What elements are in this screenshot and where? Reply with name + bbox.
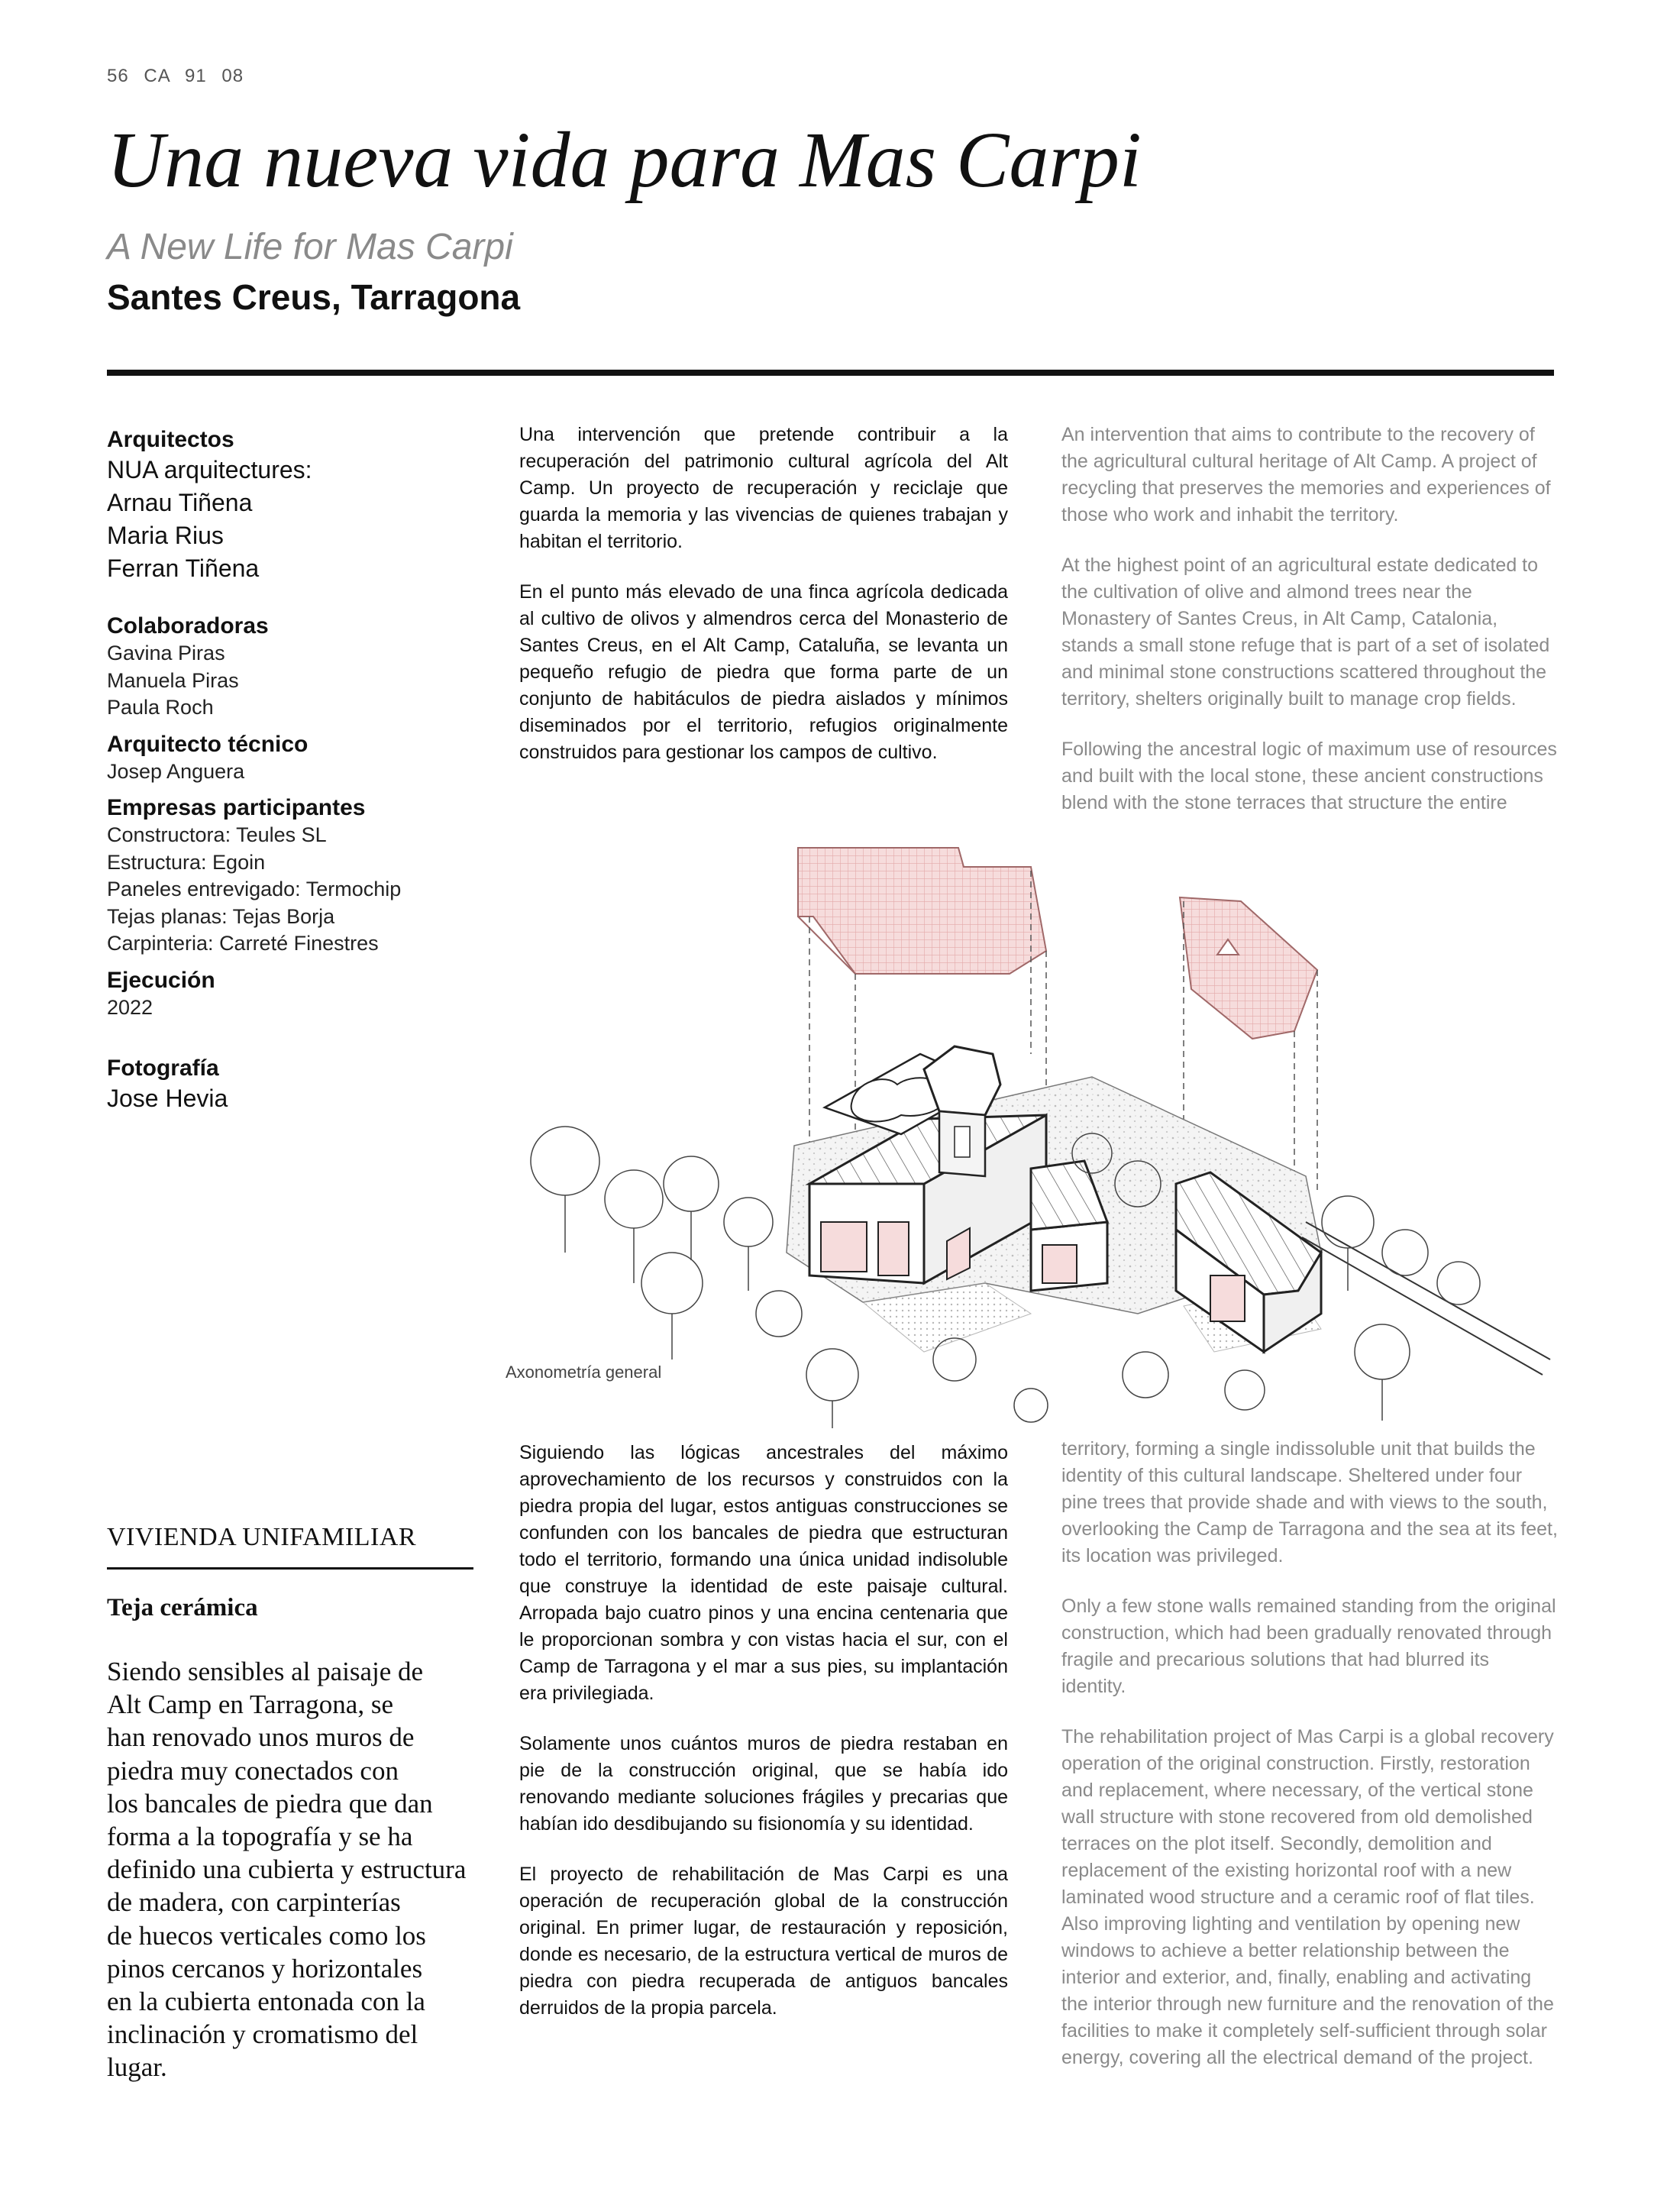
paragraph: An intervention that aims to contribute to the recovery of the agricultural cultural heritage of Alt Camp. A project of recycling that preserves the memories and experiences of those who work and inhabit the territory.: [1061, 424, 1551, 525]
category-label: VIVIENDA UNIFAMILIAR: [107, 1523, 417, 1551]
architect-line: Arnau Tiñena: [107, 489, 253, 516]
companies-heading: Empresas participantes: [107, 795, 366, 820]
paragraph: Following the ancestral logic of maximum use of resources and built with the local stone, these ancient constructions blend with the stone terraces that structure the entire: [1061, 739, 1557, 813]
page-folio: [107, 66, 244, 87]
paragraph: At the highest point of an agricultural estate dedicated to the cultivation of olive and almond trees near the Monastery of Santes Creus, in Alt Camp, Catalonia, stands a small stone refuge that is part of a set of isolated and minimal stone constructions scattered throughout the territory, shelters originally built to manage crop fields.: [1061, 554, 1550, 710]
collaborators-heading: Colaboradoras: [107, 613, 269, 639]
company-line: Paneles entrevigado: Termochip: [107, 878, 402, 900]
sidebar-line: definido una cubierta y estructura: [107, 1854, 467, 1885]
paragraph: El proyecto de rehabilitación de Mas Carpi es una operación de recuperación global de la construcción original. En primer lugar, de restauración y reposición, donde es necesario, de la estructura vertical de muros de piedra con piedra recuperada de antiguos bancales derruidos de la propia parcela.: [519, 1864, 1008, 2019]
english-text-bottom: [1061, 1436, 1558, 2095]
company-line: Estructura: Egoin: [107, 850, 266, 874]
sidebar-text: [107, 1655, 473, 2084]
paragraph: territory, forming a single indissoluble unit that builds the identity of this cultural landscape. Sheltered under four pine trees that provide shade and with views to the south, overlooking the Camp de Tarragona and the sea at its feet, its location was privileged.: [1061, 1438, 1558, 1566]
technical-architect-heading: Arquitecto técnico: [107, 731, 309, 757]
sidebar-line: Siendo sensibles al paisaje de: [107, 1657, 424, 1686]
collaborator-line: Paula Roch: [107, 696, 214, 719]
spanish-text-bottom: [519, 1440, 1008, 2045]
header-rule: [107, 370, 1554, 376]
technical-architect: Josep Anguera: [107, 759, 245, 783]
main-roof-exploded: [798, 848, 1046, 974]
paragraph: The rehabilitation project of Mas Carpi is a global recovery operation of the original construction. Firstly, restoration and replacement, where necessary, of the vertical stone wall structure with stone recovered from old demolished terraces on the plot itself. Secondly, demolition and replacement of the existing horizontal roof with a new laminated wood structure and a ceramic roof of flat tiles. Also improving lighting and ventilation by opening new windows to achieve a better relationship between the interior and exterior, and, finally, enabling and activating the interior through new furniture and the renovation of the facilities to make it completely self-sufficient through solar energy, covering all the electrical demand of the project.: [1061, 1726, 1554, 2068]
sidebar-line: Alt Camp en Tarragona, se: [107, 1689, 393, 1720]
sidebar-line: lugar.: [107, 2052, 167, 2083]
photographer: Jose Hevia: [107, 1085, 228, 1112]
article-title: Una nueva vida para Mas Carpi: [107, 116, 1142, 204]
axonometric-drawing: [496, 825, 1581, 1428]
sidebar-line: los bancales de piedra que dan: [107, 1788, 433, 1819]
sidebar-line: de huecos verticales como los: [107, 1920, 426, 1951]
collaborator-line: Gavina Piras: [107, 642, 225, 664]
execution-year: 2022: [107, 995, 153, 1019]
page-number: 56: [107, 66, 129, 86]
project-location: Santes Creus, Tarragona: [107, 277, 521, 317]
architects-heading: Arquitectos: [107, 427, 234, 452]
sidebar-line: piedra muy conectados con: [107, 1755, 399, 1786]
spanish-text-top: [519, 422, 1008, 790]
sidebar-line: inclinación y cromatismo del: [107, 2019, 418, 2050]
material-label: Teja cerámica: [107, 1594, 258, 1621]
collaborator-line: Manuela Piras: [107, 668, 239, 692]
paragraph: Una intervención que pretende contribuir a la recuperación del patrimonio cultural agrícola del Alt Camp. Un proyecto de recuperación y reciclaje que guarda la memoria y las vivencias de quienes trabajan y habitan el territorio.: [519, 424, 1008, 552]
company-line: Carpinteria: Carreté Finestres: [107, 932, 379, 955]
paragraph: En el punto más elevado de una finca agrícola dedicada al cultivo de olivos y almendros cerca del Monasterio de Santes Creus, en el Alt Camp, Cataluña, se levanta un pequeño refugio de piedra que forma parte de un conjunto de habitáculos de piedra aislados y mínimos diseminados por el territorio, refugios originalmente construidos para gestionar los campos de cultivo.: [519, 581, 1008, 763]
architect-line: Ferran Tiñena: [107, 554, 260, 582]
paragraph: Solamente unos cuántos muros de piedra restaban en pie de la construcción original, que se había ido renovando mediante soluciones frágiles y precarias que habían ido desdibujando su fisionomía y su identidad.: [519, 1733, 1008, 1835]
paragraph: Siguiendo las lógicas ancestrales del máximo aprovechamiento de los recursos y construidos con la piedra propia del lugar, estos antiguas construcciones se confunden con los bancales de piedra que estructuran todo el territorio, formando una única unidad indisoluble que construye la identidad de este paisaje cultural. Arropada bajo cuatro pinos y una encina centenaria que le proporcionan sombra y con vistas hacia el sur, con el Camp de Tarragona y el mar a sus pies, su implantación era privilegiada.: [519, 1442, 1008, 1704]
journal-issue: CA 91 08: [144, 66, 244, 86]
annex-roof-exploded: [1180, 897, 1317, 1039]
sidebar-line: en la cubierta entonada con la: [107, 1987, 425, 2017]
figure-caption: Axonometría general: [506, 1363, 662, 1382]
company-line: Constructora: Teules SL: [107, 823, 327, 846]
english-text-top: [1061, 422, 1558, 840]
credits-column: [107, 426, 473, 1115]
company-line: Tejas planas: Tejas Borja: [107, 904, 335, 928]
sidebar-line: de madera, con carpinterías: [107, 1887, 401, 1918]
paragraph: Only a few stone walls remained standing from the original construction, which had been gradually renovated through fragile and precarious solutions that had blurred its identity.: [1061, 1596, 1556, 1697]
category-rule: [107, 1567, 473, 1570]
sidebar-line: han renovado unos muros de: [107, 1722, 415, 1753]
article-title-english: A New Life for Mas Carpi: [107, 227, 513, 267]
architect-line: Maria Rius: [107, 522, 224, 549]
category-sidebar: [107, 1520, 473, 2084]
execution-heading: Ejecución: [107, 967, 215, 993]
sidebar-line: forma a la topografía y se ha: [107, 1822, 413, 1852]
photography-heading: Fotografía: [107, 1056, 219, 1081]
architect-line: NUA arquitectures:: [107, 456, 312, 483]
sidebar-line: pinos cercanos y horizontales: [107, 1953, 423, 1983]
